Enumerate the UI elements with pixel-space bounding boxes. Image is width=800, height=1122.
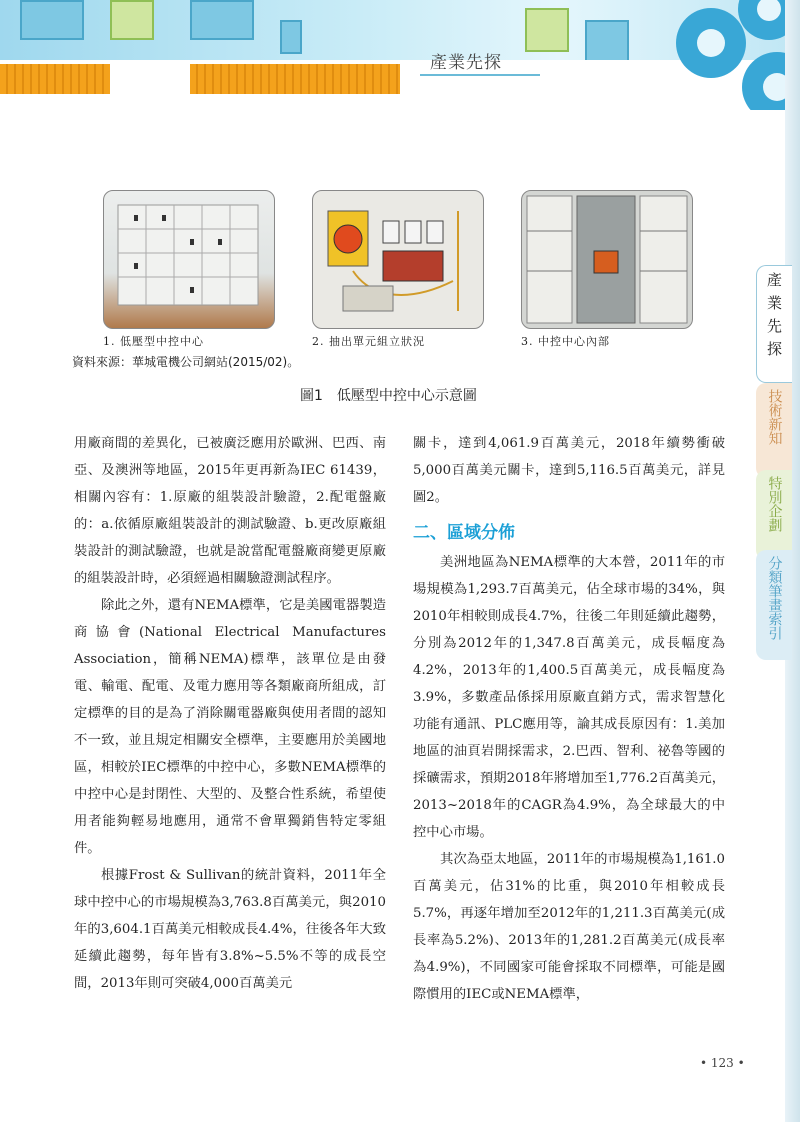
paragraph: 關卡，達到4,061.9百萬美元，2018年續勢衝破5,000百萬美元關卡，達到5,116.5百萬美元，詳見圖2。 [413, 436, 725, 505]
paragraph: 除此之外，還有NEMA標準，它是美國電器製造商協會(National Electrical Manufactures Association，簡稱NEMA)標準，該單位是由發電、輸電、配電、及電力應用等各類廠商所組成，訂定標準的目的是為了消除關電器廠與使用者間的認知不一致，並且規定相關安全標準，主要應用於美國地區，相較於IEC標準的中控中心，多數NEMA標準的中控中心是封閉性、大型的、及整合性系統，希望使用者能夠輕易地應用，通常不會單獨銷售特定零組件。 [74, 598, 386, 856]
chip-graphic [525, 8, 569, 52]
mcc-interior-illustration [522, 191, 692, 328]
chip-graphic [190, 0, 254, 40]
paragraph: 其次為亞太地區，2011年的市場規模為1,161.0百萬美元，佔31%的比重，與2010年相較成長5.7%，再逐年增加至2012年的1,211.3百萬美元(成長率為5.2%)、2013年的1,281.2百萬美元(成長率為4.9%)，不同國家可能會採取不同標準，可能是國際慣用的IEC或NEMA標準， [413, 852, 725, 1002]
section-title: 產業先探 [430, 53, 502, 73]
figure-caption: 3. 中控中心內部 [521, 335, 610, 348]
tab-special[interactable] [756, 470, 792, 560]
chip-graphic [585, 20, 629, 64]
figure-caption: 2. 抽出單元組立狀況 [312, 335, 425, 348]
figure-caption: 1. 低壓型中控中心 [103, 335, 204, 348]
circuit-stripe [0, 64, 110, 94]
tab-label: 技術新知 [766, 389, 783, 445]
tab-industry[interactable] [756, 265, 792, 383]
chip-graphic [20, 0, 84, 40]
tab-label: 產業先探 [765, 272, 783, 364]
page-number: • 123 • [700, 1056, 745, 1070]
page-header [0, 0, 800, 110]
chip-graphic [110, 0, 154, 40]
photo-mcc-interior [521, 190, 693, 329]
header-band [0, 60, 800, 94]
chip-graphic [280, 20, 302, 54]
section-heading: 二、區域分佈 [413, 523, 515, 543]
figure-title: 圖1 低壓型中控中心示意圖 [300, 388, 477, 404]
right-column [413, 430, 725, 1008]
figure-source: 資料來源：華城電機公司網站(2015/02)。 [72, 355, 300, 369]
cabinet-illustration [104, 191, 274, 328]
paragraph: 根據Frost & Sullivan的統計資料，2011年全球中控中心的市場規模為3,763.8百萬美元，與2010年的3,604.1百萬美元相較成長4.4%，往後各年大致延續此趨勢，每年皆有3.8%~5.5%不等的成長空間，2013年則可突破4,000百萬美元 [74, 868, 386, 991]
tab-technology[interactable] [756, 383, 792, 478]
tab-label: 分類筆畫索引 [766, 556, 783, 640]
paragraph: 美洲地區為NEMA標準的大本營，2011年的市場規模為1,293.7百萬美元，佔全球市場的34%，與2010年相較則成長4.7%，往後二年則延續此趨勢，分別為2012年的1,347.8百萬美元，成長幅度為4.2%，2013年的1,400.5百萬美元，成長幅度為3.9%，多數產品係採用原廠直銷方式，需求智慧化功能有通訊、PLC應用等，論其成長原因有：1.美加地區的油頁岩開採需求，2.巴西、智利、祕魯等國的採礦需求，預期2018年將增加至1,776.2百萬美元，2013~2018年的CAGR為4.9%，為全球最大的中控中心市場。 [413, 555, 725, 840]
drawout-unit-illustration [313, 191, 483, 328]
circuit-stripe [190, 64, 400, 94]
title-underline [420, 74, 540, 76]
gear-icon [676, 8, 746, 78]
photo-drawout-unit [312, 190, 484, 329]
tab-label: 特別企劃 [766, 476, 783, 532]
paragraph: 用廠商間的差異化，已被廣泛應用於歐洲、巴西、南亞、及澳洲等地區，2015年更再新為IEC 61439，相關內容有：1.原廠的組裝設計驗證，2.配電盤廠的：a.依循原廠組裝設計的測試驗證、b.更改原廠組裝設計的測試驗證，也就是說當配電盤廠商變更原廠的組裝設計時，必須經過相關驗證測試程序。 [74, 436, 386, 586]
tab-index[interactable] [756, 550, 792, 660]
left-column [74, 430, 386, 997]
photo-low-voltage-mcc [103, 190, 275, 329]
